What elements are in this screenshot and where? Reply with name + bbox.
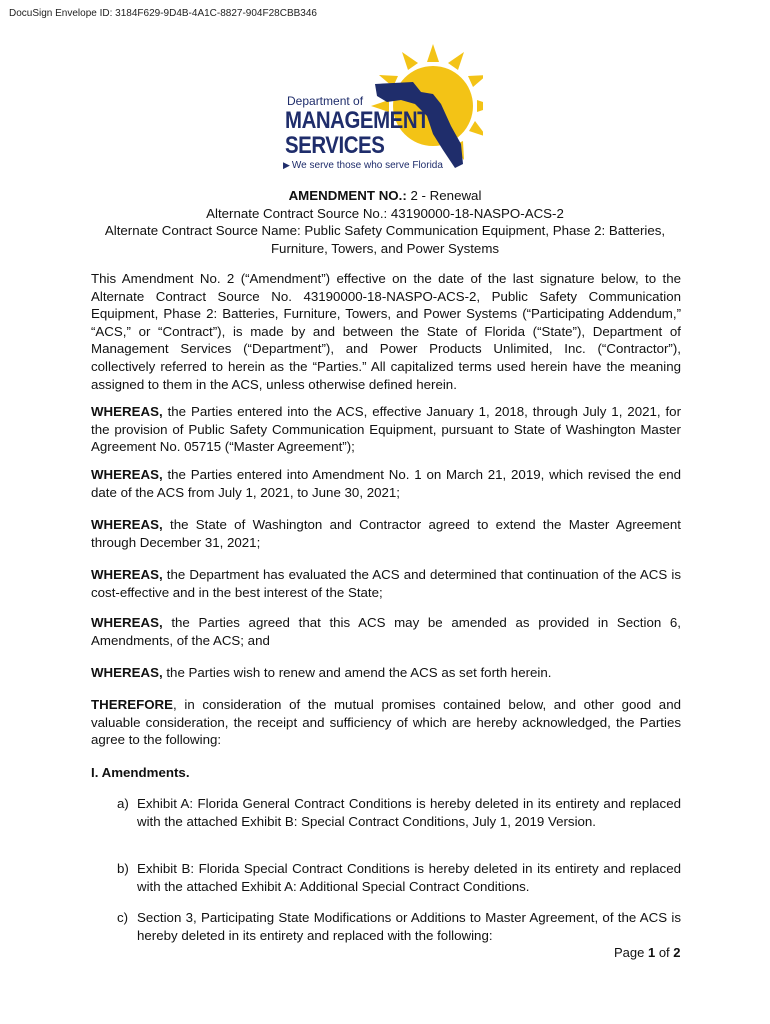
whereas-paragraph-2 <box>91 466 681 501</box>
amendment-value: 2 - Renewal <box>406 188 482 203</box>
page-total: 2 <box>673 945 681 960</box>
acs-name-line-1: Alternate Contract Source Name: Public Safety Communication Equipment, Phase 2: Batteries, <box>104 223 666 238</box>
whereas-text: the Parties wish to renew and amend the ACS as set forth herein. <box>162 665 552 680</box>
list-item-c <box>117 909 681 944</box>
list-item-b <box>117 860 681 895</box>
whereas-label: WHEREAS, <box>91 467 163 482</box>
therefore-text: , in consideration of the mutual promises contained below, and other good and valuable consideration, the receipt and sufficiency of which are hereby acknowledged, the Parties agree to the following: <box>91 697 681 748</box>
dms-logo <box>283 44 483 174</box>
intro-paragraph: This Amendment No. 2 (“Amendment”) effective on the date of the last signature below, to the Alternate Contract Source No. 43190000-18-NASPO-ACS-2, Public Safety Communication Equipment, Phase 2: Batteries, Furniture, Towers, and Power Systems (“Participating Addendum,” “ACS,” or “Contract”), is made by and between the State of Florida (“State”), Department of Management Services (“Department”), and Power Products Unlimited, Inc. (“Contractor”), collectively referred to herein as the “Parties.” All capitalized terms used herein have the meaning assigned to them in the ACS, unless otherwise defined herein. <box>91 271 681 392</box>
therefore-label: THEREFORE <box>91 697 174 712</box>
play-arrow-icon: ▶ <box>283 160 290 170</box>
whereas-paragraph-3 <box>91 516 681 551</box>
whereas-text: the Parties agreed that this ACS may be amended as provided in Section 6, Amendments, of the ACS; and <box>91 615 681 648</box>
page-number <box>614 945 681 960</box>
amendment-label: AMENDMENT NO.: <box>288 188 407 203</box>
section-heading: I. Amendments. <box>91 765 190 780</box>
whereas-paragraph-1 <box>91 403 681 456</box>
whereas-text: the State of Washington and Contractor agreed to extend the Master Agreement through December 31, 2021; <box>91 517 681 550</box>
list-text: Section 3, Participating State Modifications or Additions to Master Agreement, of the ACS is hereby deleted in its entirety and replaced with the following: <box>137 910 681 943</box>
whereas-label: WHEREAS, <box>91 665 163 680</box>
amendment-title <box>70 187 700 205</box>
whereas-paragraph-5 <box>91 614 681 649</box>
therefore-paragraph <box>91 696 681 749</box>
whereas-label: WHEREAS, <box>91 404 163 419</box>
whereas-label: WHEREAS, <box>91 567 163 582</box>
whereas-text: the Parties entered into Amendment No. 1 on March 21, 2019, which revised the end date of the ACS from July 1, 2021, to June 30, 2021; <box>91 467 681 500</box>
whereas-label: WHEREAS, <box>91 517 163 532</box>
envelope-id: DocuSign Envelope ID: 3184F629-9D4B-4A1C-8827-904F28CBB346 <box>9 8 317 19</box>
logo-tagline <box>283 160 443 171</box>
acs-name-line-2: Furniture, Towers, and Power Systems <box>270 240 500 256</box>
list-text: Exhibit B: Florida Special Contract Conditions is hereby deleted in its entirety and replaced with the attached Exhibit A: Additional Special Contract Conditions. <box>137 861 681 894</box>
logo-line-2: MANAGEMENT <box>285 107 430 134</box>
whereas-text: the Parties entered into the ACS, effective January 1, 2018, through July 1, 2021, for the provision of Public Safety Communication Equipment, pursuant to State of Washington Master Agreement No. 05715 (“Master Agreement”); <box>91 404 681 455</box>
tagline-text: We serve those who serve Florida <box>291 160 443 171</box>
list-marker: a) <box>117 796 129 811</box>
of-word: of <box>655 945 674 960</box>
whereas-paragraph-6 <box>91 664 681 682</box>
page-word: Page <box>614 945 648 960</box>
logo-line-1: Department of <box>287 94 364 108</box>
whereas-label: WHEREAS, <box>91 615 163 630</box>
amendment-header <box>70 187 700 257</box>
page-current: 1 <box>647 945 656 960</box>
whereas-text: the Department has evaluated the ACS and determined that continuation of the ACS is cost-effective and in the best interest of the State; <box>91 567 681 600</box>
list-marker: b) <box>117 861 129 876</box>
list-text: Exhibit A: Florida General Contract Conditions is hereby deleted in its entirety and replaced with the attached Exhibit B: Special Contract Conditions, July 1, 2019 Version. <box>137 796 681 829</box>
list-item-a <box>117 795 681 830</box>
whereas-paragraph-4 <box>91 566 681 601</box>
list-marker: c) <box>117 910 129 925</box>
logo-line-3: SERVICES <box>285 132 385 159</box>
acs-number: Alternate Contract Source No.: 43190000-18-NASPO-ACS-2 <box>206 205 564 221</box>
